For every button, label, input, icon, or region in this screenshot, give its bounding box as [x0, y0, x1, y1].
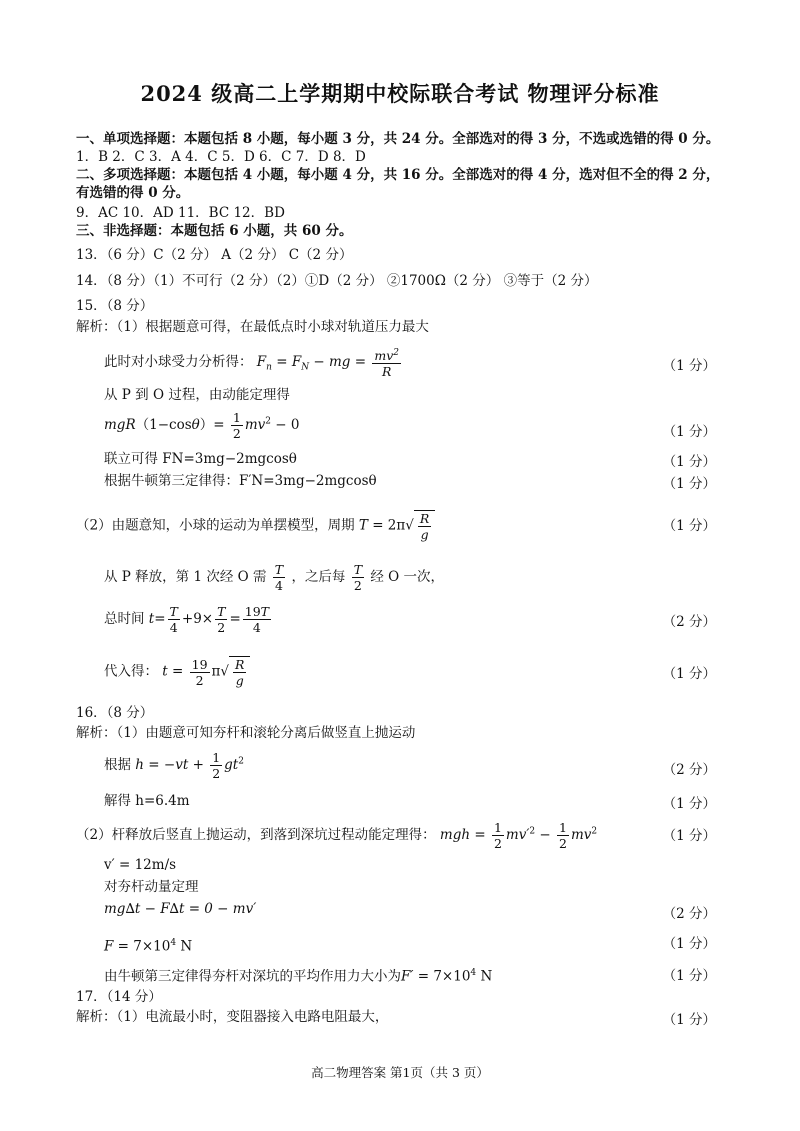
score-4: （1 分）: [662, 476, 716, 492]
q16-energy: （2）杆释放后竖直上抛运动，到落到深坑过程动能定理得： mgh = $\frac{1}{2}$ $mv'^2$ − $\frac{1}{2}$ $mv^2$: [76, 820, 598, 851]
section1-answers: 1．B 2．C 3．A 4．C 5．D 6．C 7．D 8．D: [76, 149, 366, 165]
q15-step-force-text: 此时对小球受力分析得：: [104, 354, 253, 371]
q15-release-c: 经 O 一次，: [370, 569, 445, 585]
q15-energy-equation: mgR（1−cosθ）= $\frac{1}{2}$ $mv^2 - 0$: [104, 410, 300, 441]
q16-kinematics: 根据 h = −vt + $\frac{1}{2}$ $gt^2$: [104, 750, 244, 781]
score-7: （1 分）: [662, 666, 716, 682]
q15-pendulum-text: （2）由题意知，小球的运动为单摆模型，周期: [76, 517, 355, 534]
q16-force-result: $F = 7\times 10^4$ N: [104, 938, 193, 955]
q15-header: 15．（8 分）: [76, 298, 154, 314]
score-3: （1 分）: [662, 454, 716, 470]
score-5: （1 分）: [662, 518, 716, 534]
q16-newton-third: 由牛顿第三定律得夯杆对深坑的平均作用力大小为$F' = 7\times 10^4$ N: [104, 968, 493, 985]
q16-header: 16．（8 分）: [76, 705, 154, 721]
score-14: （1 分）: [662, 1012, 716, 1028]
q15-total-time-text: 总时间: [104, 611, 145, 627]
score-10: （1 分）: [662, 828, 716, 844]
q15-force-equation: $F_n = F_N$ − mg = $\frac{mv^2}{R}$: [256, 348, 399, 380]
q17-header: 17．（14 分）: [76, 989, 162, 1005]
q15-substitute-text: 代入得：: [104, 663, 158, 680]
q15-release-a: 从 P 释放，第 1 次经 O 需: [104, 569, 267, 585]
q15-step-energy-intro: 从 P 到 O 过程，由动能定理得: [104, 387, 290, 403]
score-1: （1 分）: [662, 358, 716, 374]
score-8: （2 分）: [662, 762, 716, 778]
q16-energy-text: （2）杆释放后竖直上抛运动，到落到深坑过程动能定理得：: [76, 827, 436, 843]
q16-v-result: v′ = 12m/s: [104, 857, 177, 873]
score-11: （2 分）: [662, 906, 716, 922]
q16-analysis: 解析：（1）由题意可知夯杆和滚轮分离后做竖直上抛运动: [76, 725, 416, 741]
q16-h-result: 解得 h=6.4m: [104, 793, 190, 809]
q16-kinematics-text: 根据: [104, 757, 131, 773]
q15-combined: 联立可得 FN=3mg−2mgcosθ: [104, 451, 297, 467]
q15-analysis: 解析：（1）根据题意可得，在最低点时小球对轨道压力最大: [76, 319, 429, 335]
score-9: （1 分）: [662, 796, 716, 812]
section1-header: 一、单项选择题：本题包括 8 小题，每小题 3 分，共 24 分。全部选对的得 3 分，不选或选错的得 0 分。: [76, 131, 720, 147]
q17-analysis: 解析：（1）电流最小时，变阻器接入电路电阻最大，: [76, 1009, 389, 1025]
q16-newton-third-text: 由牛顿第三定律得夯杆对深坑的平均作用力大小为: [104, 968, 401, 985]
section2-header-2: 有选错的得 0 分。: [76, 185, 190, 201]
score-2: （1 分）: [662, 424, 716, 440]
section3-header: 三、非选择题：本题包括 6 小题，共 60 分。: [76, 223, 353, 239]
q15-substitute: 代入得： t = $\frac{19}{2}$ π√ $\frac{R}{g}$: [0, 656, 800, 688]
score-6: （2 分）: [662, 614, 716, 630]
page-title: 2024 级高二上学期期中校际联合考试 物理评分标准: [140, 81, 660, 106]
q15-newton-third: 根据牛顿第三定律得：F′N=3mg−2mgcosθ: [104, 473, 377, 489]
q16-momentum-equation: mg∆t − F∆t = 0 − mv′: [104, 901, 257, 917]
q15-release: 从 P 释放，第 1 次经 O 需 $\frac{T}{4}$ ，之后每 $\frac{T}{2}$ 经 O 一次，: [104, 562, 445, 593]
section2-header-1: 二、多项选择题：本题包括 4 小题，每小题 4 分，共 16 分。全部选对的得 4 分，选对但不全的得 2 分，: [76, 167, 720, 183]
q14-answer: 14．（8 分）（1）不可行（2 分）（2）①D（2 分） ②1700Ω（2 分） ③等于（2 分）: [76, 273, 598, 289]
q15-release-b: ，之后每: [291, 569, 346, 585]
q16-momentum-intro: 对夯杆动量定理: [104, 879, 199, 895]
q13-answer: 13．（6 分）C（2 分） A（2 分） C（2 分）: [76, 247, 353, 263]
q15-total-time: 总时间 t= $\frac{T}{4}$ +9× $\frac{T}{2}$ = $\frac{19T}{4}$: [104, 604, 270, 635]
page-footer: 高二物理答案 第1页（共 3 页）: [311, 1065, 489, 1080]
section2-answers: 9．AC 10．AD 11．BC 12．BD: [76, 205, 285, 221]
q15-pendulum: （2）由题意知，小球的运动为单摆模型，周期 T = 2π√ $\frac{R}{g}$: [0, 510, 800, 542]
score-13: （1 分）: [662, 968, 716, 984]
score-12: （1 分）: [662, 936, 716, 952]
